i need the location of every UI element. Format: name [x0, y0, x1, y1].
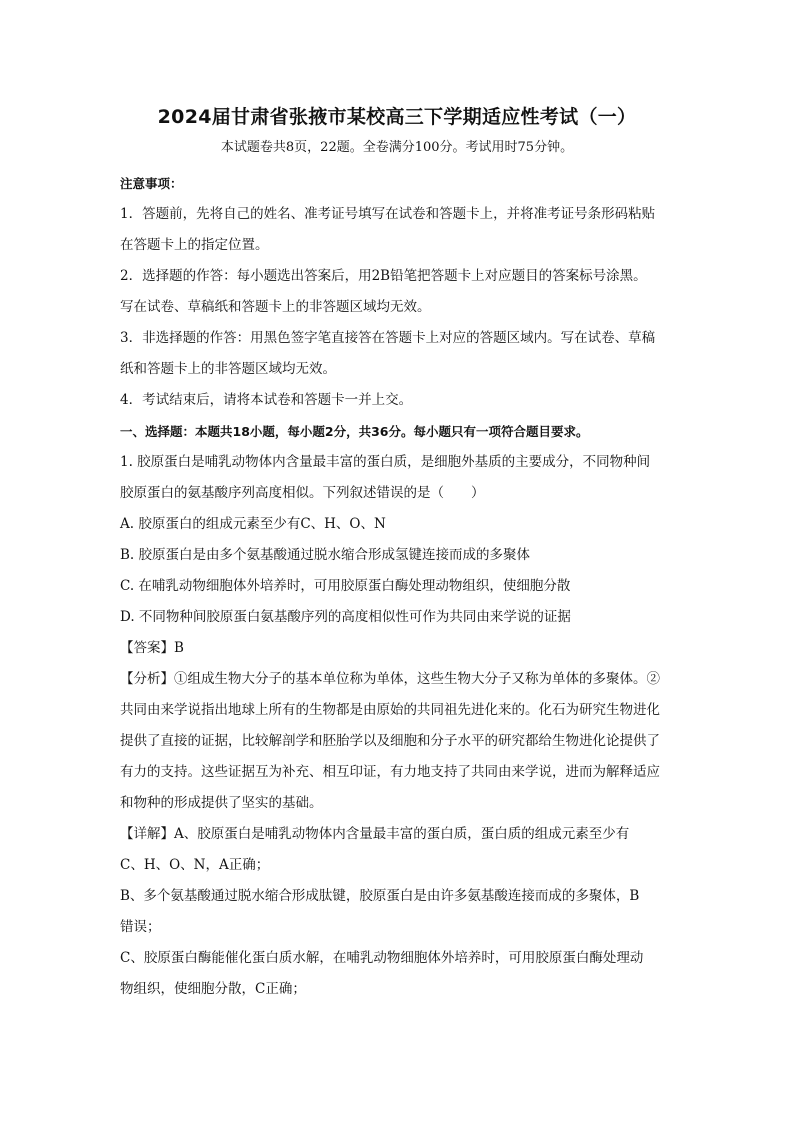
detail-line: 【详解】A、胶原蛋白是哺乳动物体内含量最丰富的蛋白质，蛋白质的组成元素至少有	[120, 826, 630, 842]
notice-line: 1．答题前，先将自己的姓名、准考证号填写在试卷和答题卡上，并将准考证号条形码粘贴	[120, 206, 656, 222]
analysis-line: 有力的支持。这些证据互为补充、相互印证，有力地支持了共同由来学说，进而为解释适应	[120, 764, 660, 780]
question-stem-line: 胶原蛋白的氨基酸序列高度相似。下列叙述错误的是（ ）	[120, 485, 485, 501]
notice-line: 3．非选择题的作答：用黑色签字笔直接答在答题卡上对应的答题区域内。写在试卷、草稿	[120, 330, 656, 346]
section-heading: 一、选择题：本题共18小题，每小题2分，共36分。每小题只有一项符合题目要求。	[120, 424, 589, 439]
detail-line: 错误；	[120, 919, 161, 935]
notice-list	[120, 199, 674, 416]
option-d: D. 不同物种间胶原蛋白氨基酸序列的高度相似性可作为共同由来学说的证据	[120, 609, 571, 625]
analysis-block	[120, 664, 674, 819]
detail-line: B、多个氨基酸通过脱水缩合形成肽键，胶原蛋白是由许多氨基酸连接而成的多聚体，B	[120, 888, 640, 904]
analysis-line: 提供了直接的证据，比较解剖学和胚胎学以及细胞和分子水平的研究都给生物进化论提供了	[120, 733, 660, 749]
analysis-line: 【分析】①组成生物大分子的基本单位称为单体，这些生物大分子又称为单体的多聚体。②	[120, 671, 660, 687]
option-a: A. 胶原蛋白的组成元素至少有C、H、O、N	[120, 516, 386, 532]
analysis-line: 和物种的形成提供了坚实的基础。	[120, 795, 323, 811]
question-stem-line: 1. 胶原蛋白是哺乳动物体内含量最丰富的蛋白质，是细胞外基质的主要成分，不同物种间	[120, 454, 651, 470]
exam-info: 本试题卷共8页，22题。全卷满分100分。考试用时75分钟。	[220, 140, 574, 155]
detail-line: C、胶原蛋白酶能催化蛋白质水解，在哺乳动物细胞体外培养时，可用胶原蛋白酶处理动	[120, 950, 644, 966]
detail-line: 物组织，使细胞分散，C正确；	[120, 981, 306, 997]
analysis-line: 共同由来学说指出地球上所有的生物都是由原始的共同祖先进化来的。化石为研究生物进化	[120, 702, 660, 718]
detail-line: C、H、O、N，A正确；	[120, 857, 270, 873]
notice-line: 4．考试结束后，请将本试卷和答题卡一并上交。	[120, 392, 413, 408]
notice-heading: 注意事项：	[120, 176, 183, 191]
notice-line: 在答题卡上的指定位置。	[120, 237, 269, 253]
notice-line: 纸和答题卡上的非答题区域均无效。	[120, 361, 336, 377]
detail-block	[120, 819, 674, 1005]
page-title: 2024届甘肃省张掖市某校高三下学期适应性考试（一）	[157, 106, 637, 128]
answer-line: 【答案】B	[120, 640, 184, 656]
option-b: B. 胶原蛋白是由多个氨基酸通过脱水缩合形成氢键连接而成的多聚体	[120, 547, 531, 563]
option-c: C. 在哺乳动物细胞体外培养时，可用胶原蛋白酶处理动物组织，使细胞分散	[120, 578, 571, 594]
notice-line: 写在试卷、草稿纸和答题卡上的非答题区域均无效。	[120, 299, 431, 315]
question-1	[120, 447, 674, 633]
notice-line: 2．选择题的作答：每小题选出答案后，用2B铅笔把答题卡上对应题目的答案标号涂黑。	[120, 268, 647, 284]
